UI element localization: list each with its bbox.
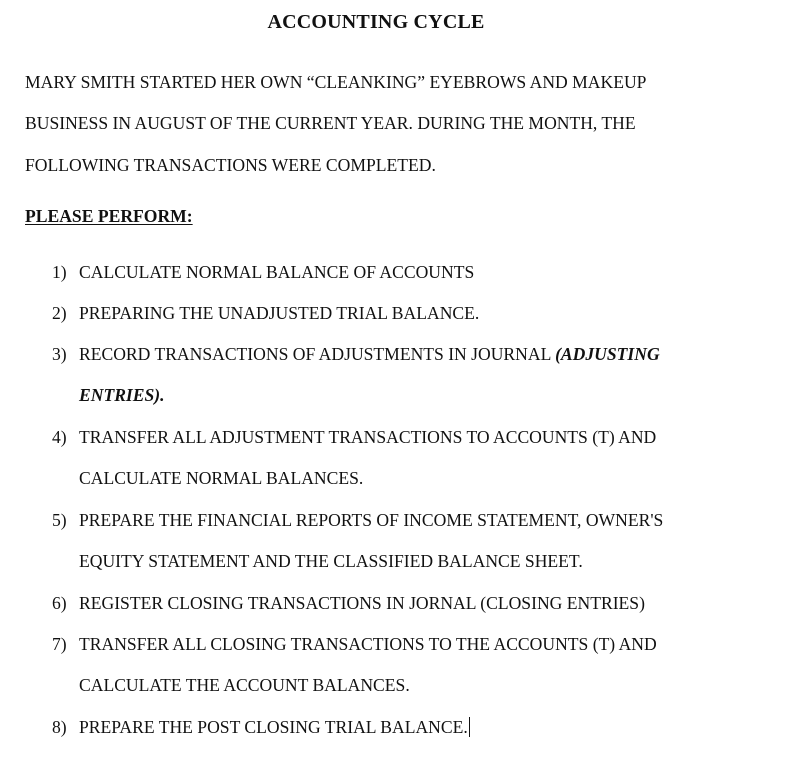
list-item-text: REGISTER CLOSING TRANSACTIONS IN JORNAL (CLOSING ENTRIES) <box>79 593 645 613</box>
list-item-number: 2) <box>52 303 67 323</box>
list-item-text-continuation: CALCULATE THE ACCOUNT BALANCES. <box>79 675 410 695</box>
list-item-number: 7) <box>52 634 67 654</box>
list-item-text-main: PREPARE THE POST CLOSING TRIAL BALANCE. <box>79 717 468 737</box>
list-item-text: TRANSFER ALL CLOSING TRANSACTIONS TO THE ACCOUNTS (T) AND <box>79 634 657 654</box>
list-item-text-main: RECORD TRANSACTIONS OF ADJUSTMENTS IN JOURNAL <box>79 344 556 364</box>
list-item-number: 1) <box>52 262 67 282</box>
list-item-text: PREPARE THE FINANCIAL REPORTS OF INCOME STATEMENT, OWNER'S <box>79 510 664 530</box>
list-item-emphasis: (ADJUSTING <box>555 344 660 364</box>
list-item-text <box>79 717 470 738</box>
list-item-number: 4) <box>52 427 67 447</box>
document-title: ACCOUNTING CYCLE <box>267 11 485 33</box>
list-item-text: CALCULATE NORMAL BALANCE OF ACCOUNTS <box>79 262 475 282</box>
list-item-text-continuation: CALCULATE NORMAL BALANCES. <box>79 468 364 488</box>
intro-line-3: FOLLOWING TRANSACTIONS WERE COMPLETED. <box>25 155 436 175</box>
list-item-text-continuation: EQUITY STATEMENT AND THE CLASSIFIED BALANCE SHEET. <box>79 551 583 571</box>
text-cursor <box>469 717 470 737</box>
list-item-number: 8) <box>52 717 67 737</box>
list-item-number: 3) <box>52 344 67 364</box>
list-item-number: 5) <box>52 510 67 530</box>
perform-heading: PLEASE PERFORM: <box>25 206 193 226</box>
intro-line-1: MARY SMITH STARTED HER OWN “CLEANKING” EYEBROWS AND MAKEUP <box>25 72 647 92</box>
list-item-text <box>79 344 660 365</box>
intro-line-2: BUSINESS IN AUGUST OF THE CURRENT YEAR. DURING THE MONTH, THE <box>25 113 636 133</box>
list-item-number: 6) <box>52 593 67 613</box>
list-item-text: PREPARING THE UNADJUSTED TRIAL BALANCE. <box>79 303 480 323</box>
list-item-text-continuation: ENTRIES). <box>79 385 165 405</box>
list-item-text: TRANSFER ALL ADJUSTMENT TRANSACTIONS TO ACCOUNTS (T) AND <box>79 427 657 447</box>
